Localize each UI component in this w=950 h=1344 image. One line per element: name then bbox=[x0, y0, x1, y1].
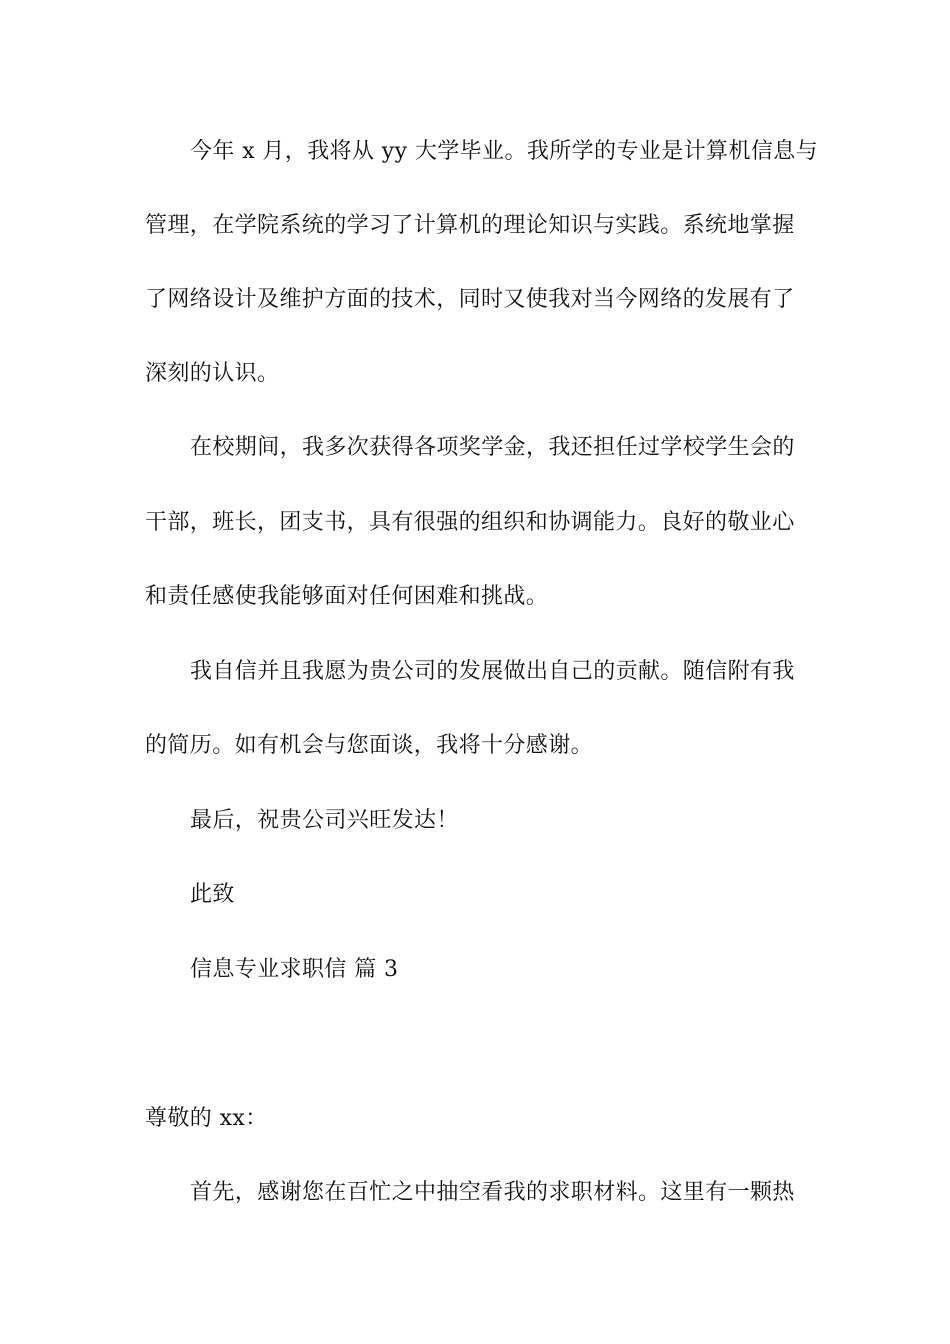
paragraph-3-line-1: 我自信并且我愿为贵公司的发展做出自己的贡献。随信附有我 bbox=[190, 659, 795, 684]
paragraph-2-line-2: 干部，班长，团支书，具有很强的组织和协调能力。良好的敬业心 bbox=[145, 510, 795, 535]
salutation-closing: 此致 bbox=[190, 882, 235, 907]
paragraph-2-line-1: 在校期间，我多次获得各项奖学金，我还担任过学校学生会的 bbox=[190, 435, 795, 460]
paragraph-1-line-3: 了网络设计及维护方面的技术，同时又使我对当今网络的发展有了 bbox=[145, 287, 795, 312]
closing-wish: 最后，祝贵公司兴旺发达！ bbox=[190, 808, 459, 833]
paragraph-2-line-3: 和责任感使我能够面对任何困难和挑战。 bbox=[145, 584, 549, 609]
paragraph-3-line-2: 的简历。如有机会与您面谈，我将十分感谢。 bbox=[145, 733, 594, 758]
section-heading: 信息专业求职信 篇 3 bbox=[190, 957, 399, 982]
paragraph-1-line-1: 今年 x 月，我将从 yy 大学毕业。我所学的专业是计算机信息与 bbox=[190, 139, 819, 164]
paragraph-1-line-4: 深刻的认识。 bbox=[145, 361, 280, 386]
paragraph-1-line-2: 管理，在学院系统的学习了计算机的理论知识与实践。系统地掌握 bbox=[145, 213, 795, 238]
greeting: 尊敬的 xx： bbox=[145, 1106, 268, 1131]
paragraph-4-line-1: 首先，感谢您在百忙之中抽空看我的求职材料。这里有一颗热 bbox=[190, 1180, 795, 1205]
